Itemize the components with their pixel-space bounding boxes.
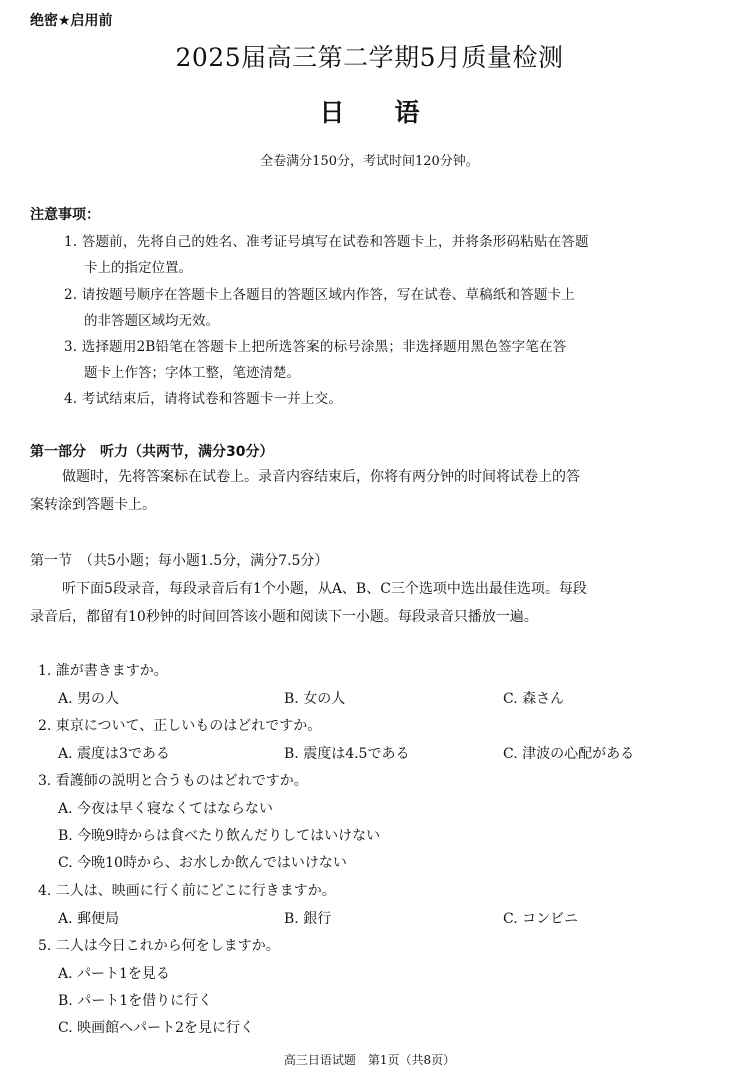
question-5-option-c: C. 映画館へパート2を見に行く — [58, 1020, 255, 1036]
question-1-option-a: A. 男の人 — [58, 691, 120, 707]
question-5: 5. 二人は今日これから何をしますか。 — [38, 938, 280, 954]
question-3-option-b: B. 今晩9時からは食べたり飲んだりしてはいけない — [58, 828, 381, 844]
question-4-option-c: C. コンビニ — [503, 911, 579, 927]
question-3-option-a: A. 今夜は早く寝なくてはならない — [58, 801, 274, 817]
question-4-option-a: A. 郵便局 — [58, 911, 120, 927]
page-footer: 高三日语试题 第1页（共8页） — [283, 1053, 456, 1067]
notice-item-4-line1: 4. 考试结束后，请将试卷和答题卡一并上交。 — [64, 391, 343, 407]
question-5-option-b: B. パート1を借りに行く — [58, 993, 213, 1009]
question-2: 2. 東京について、正しいものはどれですか。 — [38, 718, 322, 734]
notice-item-3-line2: 题卡上作答；字体工整，笔迹清楚。 — [84, 365, 300, 381]
question-2-option-b: B. 震度は4.5である — [284, 746, 410, 762]
part1-heading: 第一部分 听力（共两节，满分30分） — [30, 444, 274, 460]
question-1: 1. 誰が書きますか。 — [38, 663, 168, 679]
notice-item-1-line2: 卡上的指定位置。 — [84, 260, 192, 276]
notice-item-2-line1: 2. 请按题号顺序在答题卡上各题目的答题区域内作答，写在试卷、草稿纸和答题卡上 — [64, 287, 575, 303]
notice-heading: 注意事项： — [30, 207, 100, 223]
question-1-option-b: B. 女の人 — [284, 691, 346, 707]
question-5-option-a: A. パート1を見る — [58, 966, 170, 982]
section1-heading: 第一节 （共5小题；每小题1.5分，满分7.5分） — [30, 553, 329, 569]
subject-title: 日 语 — [319, 98, 420, 127]
notice-item-2-line2: 的非答题区域均无效。 — [84, 313, 219, 329]
part1-desc-line2: 案转涂到答题卡上。 — [30, 497, 156, 513]
question-4-option-b: B. 銀行 — [284, 911, 332, 927]
part1-desc-line1: 做题时，先将答案标在试卷上。录音内容结束后，你将有两分钟的时间将试卷上的答 — [62, 469, 580, 485]
question-3: 3. 看護師の説明と合うものはどれですか。 — [38, 773, 308, 789]
question-2-option-c: C. 津波の心配がある — [503, 746, 635, 762]
question-1-option-c: C. 森さん — [503, 691, 565, 707]
score-info: 全卷满分150分，考试时间120分钟。 — [260, 154, 479, 169]
notice-item-1-line1: 1. 答题前，先将自己的姓名、准考证号填写在试卷和答题卡上，并将条形码粘贴在答题 — [64, 234, 589, 250]
exam-title: 2025届高三第二学期5月质量检测 — [175, 43, 564, 72]
confidential-label: 绝密★启用前 — [30, 13, 113, 29]
notice-item-3-line1: 3. 选择题用2B铅笔在答题卡上把所选答案的标号涂黑；非选择题用黑色签字笔在答 — [64, 339, 567, 355]
section1-desc-line2: 录音后，都留有10秒钟的时间回答该小题和阅读下一小题。每段录音只播放一遍。 — [30, 609, 538, 625]
section1-desc-line1: 听下面5段录音，每段录音后有1个小题，从A、B、C三个选项中选出最佳选项。每段 — [62, 581, 587, 597]
question-3-option-c: C. 今晩10時から、お水しか飲んではいけない — [58, 855, 347, 871]
question-2-option-a: A. 震度は3である — [58, 746, 170, 762]
question-4: 4. 二人は、映画に行く前にどこに行きますか。 — [38, 883, 336, 899]
